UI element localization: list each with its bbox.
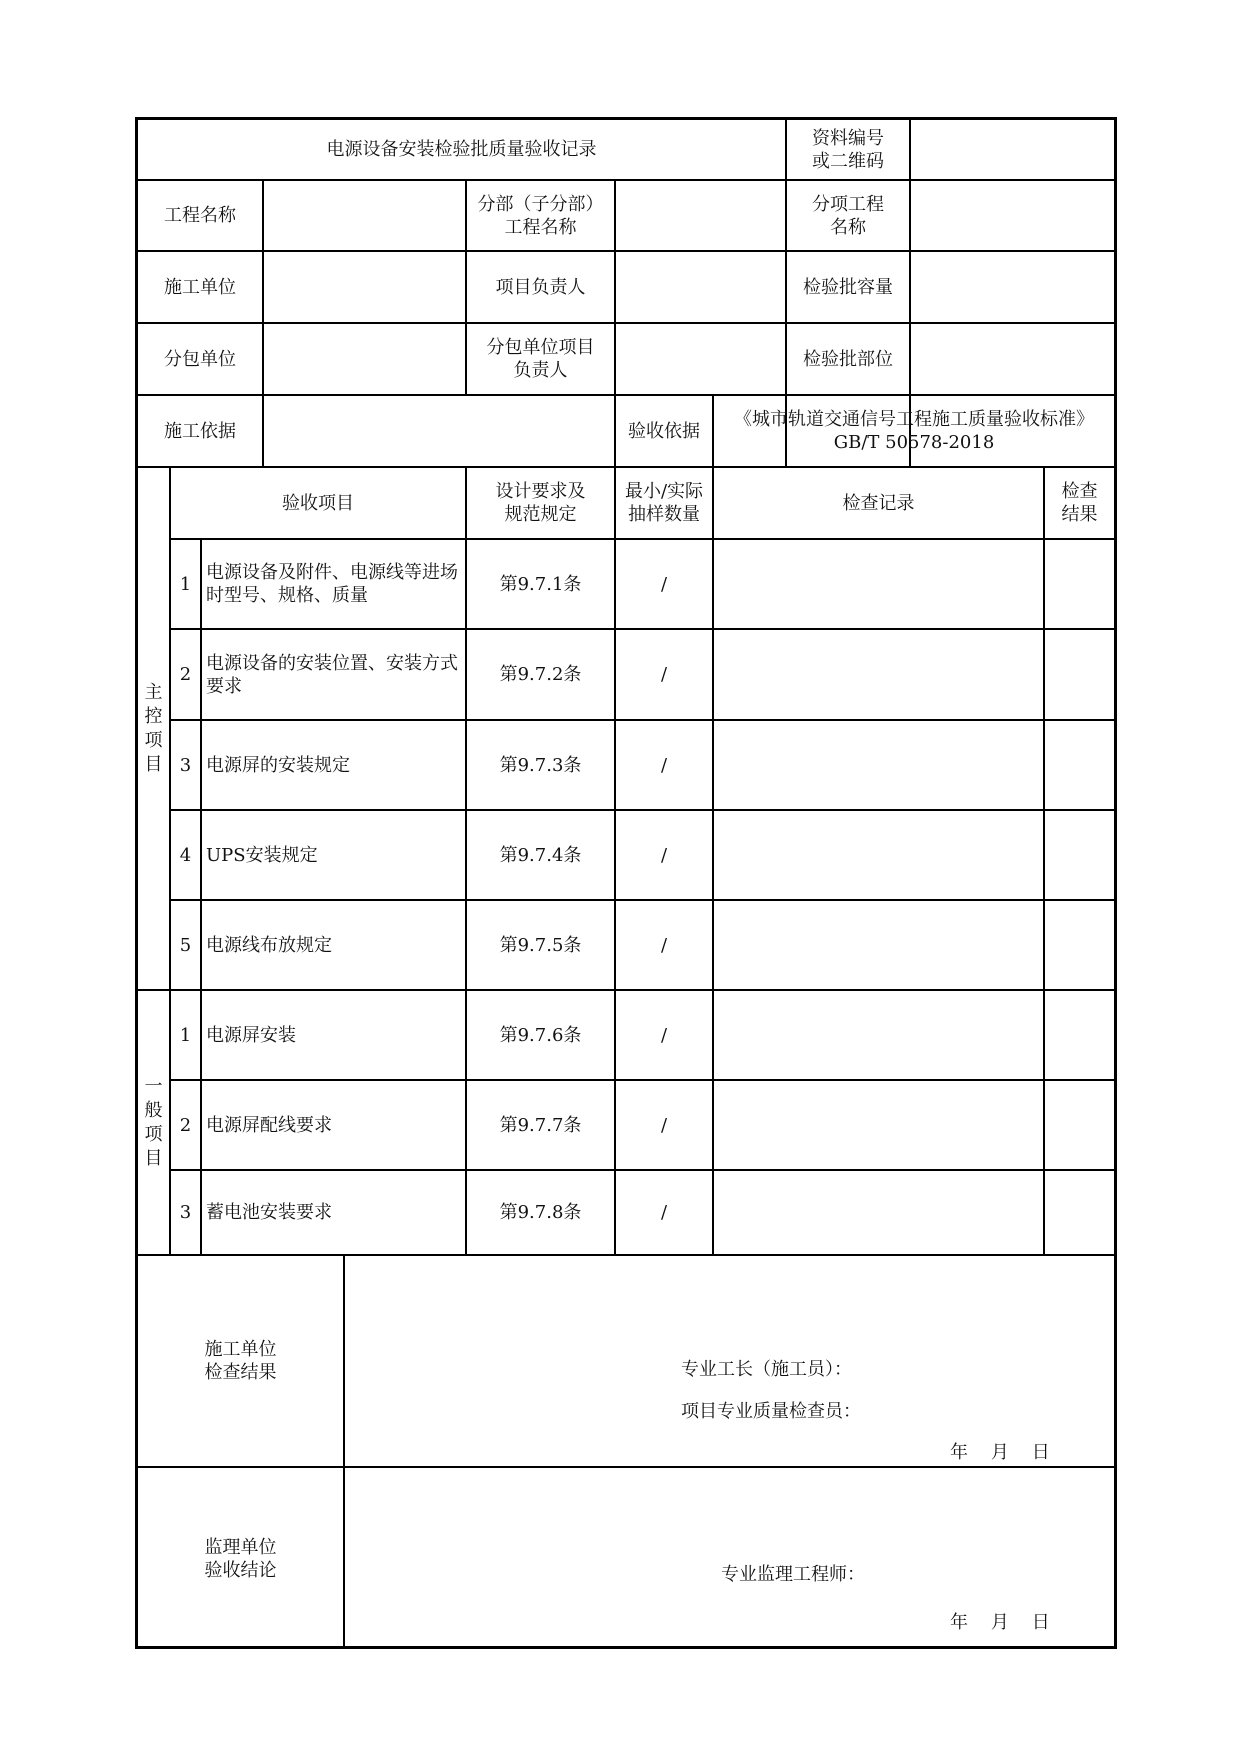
row-record-field[interactable]	[714, 630, 1043, 719]
row-item: 电源线布放规定	[206, 934, 332, 956]
row-result-field[interactable]	[1045, 991, 1114, 1079]
row-record-field[interactable]	[714, 1081, 1043, 1169]
row-number: 1	[179, 573, 192, 595]
row-clause: 第9.7.8条	[499, 1202, 582, 1223]
acceptance-basis-label: 验收依据	[628, 420, 700, 442]
result-header: 检查 结果	[1061, 481, 1098, 525]
row-sample: /	[660, 573, 668, 595]
item-header: 验收项目	[282, 492, 354, 514]
row-number: 3	[179, 1202, 192, 1223]
subdivision-name-label: 分部（子分部） 工程名称	[477, 193, 604, 238]
contractor-date: 年 月 日	[950, 1442, 1050, 1463]
row-sample: /	[660, 934, 668, 956]
row-clause: 第9.7.6条	[499, 1024, 582, 1046]
row-clause: 第9.7.2条	[499, 664, 582, 685]
col-line	[343, 1254, 345, 1649]
row-sample: /	[660, 844, 668, 866]
main-control-group-text: 主控项目	[144, 681, 163, 775]
row-sample: /	[660, 754, 668, 776]
batch-capacity-label: 检验批容量	[803, 276, 893, 298]
foreman-signature-label: 专业工长（施工员）：	[681, 1359, 852, 1380]
project-name-label: 工程名称	[164, 205, 236, 226]
main-control-group-label	[138, 468, 169, 989]
project-name-field[interactable]	[264, 181, 465, 250]
sub-manager-field[interactable]	[616, 324, 785, 394]
row-sample: /	[660, 1024, 668, 1046]
supervisor-check-label: 监理单位 验收结论	[204, 1536, 277, 1581]
supervisor-date: 年 月 日	[950, 1612, 1050, 1633]
row-item: 电源设备的安装位置、安装方式要求	[206, 652, 458, 697]
form-title: 电源设备安装检验批质量验收记录	[326, 139, 597, 160]
quality-inspector-signature-label: 项目专业质量检查员：	[681, 1401, 861, 1422]
row-number: 4	[179, 844, 192, 866]
row-clause: 第9.7.4条	[499, 844, 582, 866]
acceptance-basis-value: 《城市轨道交通信号工程施工质量验收标准》 GB/T 50578-2018	[734, 409, 1094, 453]
general-group-label	[138, 991, 169, 1254]
row-record-field[interactable]	[714, 901, 1043, 989]
contractor-field[interactable]	[264, 252, 465, 322]
row-record-field[interactable]	[714, 811, 1043, 899]
row-sample: /	[660, 1202, 668, 1223]
row-result-field[interactable]	[1045, 630, 1114, 719]
subcontractor-field[interactable]	[264, 324, 465, 394]
doc-number-label: 资料编号 或二维码	[812, 127, 884, 172]
subcontractor-label: 分包单位	[164, 348, 236, 370]
supervisor-engineer-signature-label: 专业监理工程师：	[721, 1564, 865, 1585]
row-result-field[interactable]	[1045, 540, 1114, 628]
project-manager-field[interactable]	[616, 252, 785, 322]
row-number: 2	[179, 1114, 192, 1136]
row-item: 电源屏配线要求	[206, 1114, 332, 1136]
row-item: UPS安装规定	[206, 844, 318, 866]
contractor-label: 施工单位	[164, 276, 236, 298]
row-record-field[interactable]	[714, 1171, 1043, 1254]
row-record-field[interactable]	[714, 721, 1043, 809]
row-item: 电源屏安装	[206, 1024, 296, 1046]
sub-manager-label: 分包单位项目 负责人	[486, 337, 595, 381]
row-clause: 第9.7.1条	[499, 573, 582, 595]
row-result-field[interactable]	[1045, 1171, 1114, 1254]
row-result-field[interactable]	[1045, 721, 1114, 809]
construction-basis-field[interactable]	[264, 396, 614, 466]
doc-number-field[interactable]	[911, 120, 1114, 179]
contractor-check-label: 施工单位 检查结果	[204, 1339, 277, 1383]
subdivision-name-field[interactable]	[616, 181, 785, 250]
row-number: 1	[179, 1024, 192, 1046]
row-item: 电源屏的安装规定	[206, 754, 350, 776]
construction-basis-label: 施工依据	[164, 420, 236, 442]
subitem-name-field[interactable]	[911, 181, 1114, 250]
row-result-field[interactable]	[1045, 1081, 1114, 1169]
row-number: 5	[179, 934, 192, 956]
row-clause: 第9.7.5条	[499, 934, 582, 956]
row-sample: /	[660, 664, 668, 685]
row-record-field[interactable]	[714, 540, 1043, 628]
row-clause: 第9.7.7条	[499, 1114, 582, 1136]
sample-header: 最小/实际 抽样数量	[624, 481, 704, 525]
subitem-name-label: 分项工程 名称	[812, 193, 884, 238]
general-group-text: 一般项目	[144, 1075, 163, 1169]
row-result-field[interactable]	[1045, 901, 1114, 989]
batch-location-label: 检验批部位	[803, 348, 893, 370]
row-item: 蓄电池安装要求	[206, 1202, 332, 1223]
project-manager-label: 项目负责人	[495, 276, 586, 298]
record-header: 检查记录	[842, 492, 915, 514]
design-req-header: 设计要求及 规范规定	[495, 481, 586, 525]
row-clause: 第9.7.3条	[499, 754, 582, 776]
row-number: 3	[179, 754, 192, 776]
row-number: 2	[179, 664, 192, 685]
row-record-field[interactable]	[714, 991, 1043, 1079]
row-sample: /	[660, 1114, 668, 1136]
batch-location-field[interactable]	[911, 324, 1114, 394]
batch-capacity-field[interactable]	[911, 252, 1114, 322]
row-result-field[interactable]	[1045, 811, 1114, 899]
row-item: 电源设备及附件、电源线等进场时型号、规格、质量	[206, 562, 458, 606]
inspection-form	[135, 117, 1117, 1649]
